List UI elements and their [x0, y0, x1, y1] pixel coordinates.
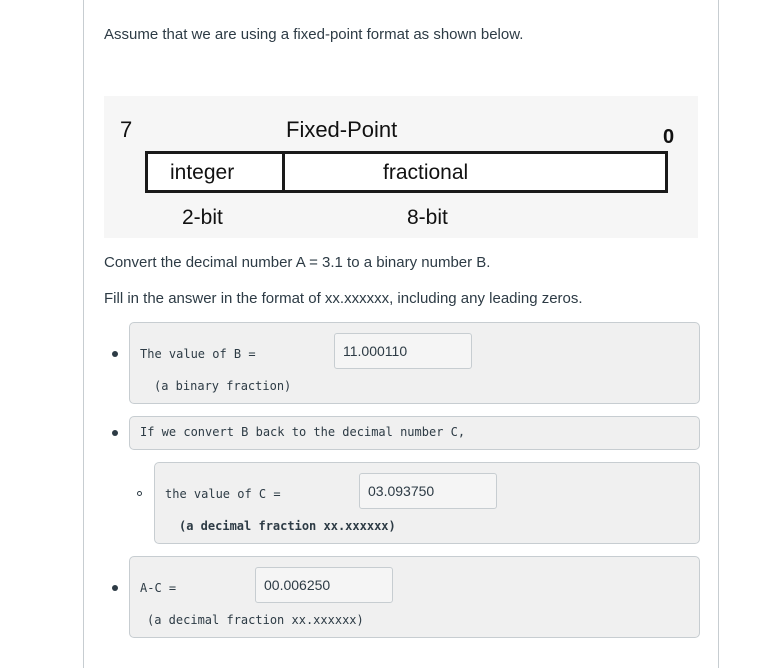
intro-text: Assume that we are using a fixed-point format as shown below.: [104, 26, 524, 43]
q2a-hint: (a decimal fraction xx.xxxxxx): [179, 519, 396, 533]
fractional-box: [282, 151, 668, 193]
value-c-input[interactable]: [359, 473, 497, 509]
value-b-input[interactable]: [334, 333, 472, 369]
integer-bits-label: 2-bit: [182, 206, 223, 229]
integer-label: integer: [170, 161, 235, 184]
q2a-label: the value of C =: [165, 487, 281, 501]
q1-label: The value of B =: [140, 347, 256, 361]
q3-hint: (a decimal fraction xx.xxxxxx): [147, 613, 364, 627]
bit-high-label: 7: [120, 117, 133, 142]
bit-low-label: 0: [663, 126, 675, 148]
q2-label: If we convert B back to the decimal number C,: [140, 425, 466, 439]
hollow-bullet: [137, 491, 142, 496]
bullet-dot: [112, 430, 118, 436]
instruction-convert: Convert the decimal number A = 3.1 to a binary number B.: [104, 254, 491, 271]
q1-hint: (a binary fraction): [154, 379, 292, 393]
fractional-label: fractional: [383, 161, 469, 184]
bullet-dot: [112, 585, 118, 591]
diagram-title: Fixed-Point: [286, 117, 398, 142]
fractional-bits-label: 8-bit: [407, 206, 448, 229]
bullet-dot: [112, 351, 118, 357]
q3-label: A-C =: [140, 581, 177, 595]
difference-input[interactable]: [255, 567, 393, 603]
instruction-format: Fill in the answer in the format of xx.xxxxxx, including any leading zeros.: [104, 290, 583, 307]
